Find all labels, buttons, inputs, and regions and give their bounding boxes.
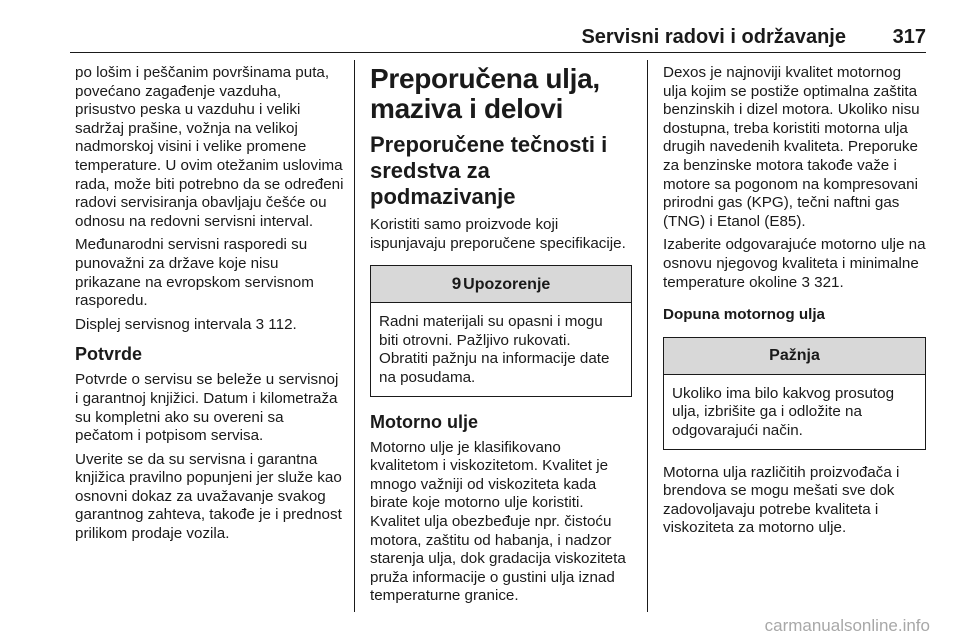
caution-box xyxy=(663,337,926,450)
paragraph: Uverite se da su servisna i garantna knjižica pravilno popunjeni jer služe kao osnovni dokaz za uvažavanje svakog garantnog zahteva, takođe je i prednost prilikom prodaje vozila. xyxy=(75,450,342,543)
paragraph: Koristiti samo proizvode koji ispunjavaju preporučene specifikacije. xyxy=(370,216,626,252)
column-left xyxy=(75,64,345,549)
warning-triangle-icon: 9 xyxy=(451,274,462,294)
caution-box-header: Pažnja xyxy=(664,338,925,375)
warning-text: Radni materijali su opasni i mogu biti otrovni. Pažljivo rukovati. Obratiti pažnju na informacije date na posudama. xyxy=(379,313,610,386)
watermark: carmanualsonline.info xyxy=(764,616,930,635)
column-divider xyxy=(354,60,355,612)
paragraph: Displej servisnog intervala 3 112. xyxy=(75,315,297,333)
column-divider xyxy=(647,60,648,612)
paragraph: po lošim i peščanim površinama puta, povećano zagađenje vazduha, prisustvo peska u vazduhu i veliki sadržaj prašine, vožnja na velikoj nadmorskoj visini i velike promene temperature. U ovim otežanim uslovima rada, može biti potrebno da se određeni radovi servisiranja obavljaju češće ou odnosu na redovni servisni interval. xyxy=(75,64,344,230)
warning-box-header xyxy=(371,266,631,303)
paragraph: Motorno ulje je klasifikovano kvalitetom i viskozitetom. Kvalitet je mnogo važniji od viskoziteta kada birate koje motorno ulje koristiti. Kvalitet ulja obezbeđuje npr. čistoću motora, zaštitu od habanja, i nadzor starenja ulja, dok gradacija viskoziteta pruža informacije o gustini ulja iznad temperaturne granice. xyxy=(370,438,626,605)
paragraph: Potvrde o servisu se beleže u servisnoj i garantnoj knjižici. Datum i kilometraža su kompletni ako su overeni sa pečatom i potpisom servisa. xyxy=(75,371,339,445)
column-middle xyxy=(370,64,632,611)
page-title: Servisni radovi i održavanje xyxy=(581,26,846,48)
paragraph: Izaberite odgovarajuće motorno ulje na osnovu njegovog kvaliteta i minimalne temperature okoline 3 321. xyxy=(663,236,926,291)
paragraph: Dexos je najnoviji kvalitet motornog ulja kojim se postiže optimalna zaštita benzinskih i dizel motora. Ukoliko nisu dostupna, treba koristiti motorna ulja drugih navedenih kvaliteta. Preporuke za benzinske motora takođe važe i motore sa pogonom na kompresovani prirodni gas (KPG), tečni naftni gas (TNG) i Etanol (E85). xyxy=(663,64,920,230)
page-number: 317 xyxy=(892,26,926,48)
warning-box xyxy=(370,265,632,396)
subsection-heading-motorno-ulje: Motorno ulje xyxy=(370,411,478,432)
chapter-heading: Preporučena ulja, maziva i delovi xyxy=(370,63,600,124)
caution-text: Ukoliko ima bilo kakvog prosutog ulja, izbrišite ga i odložite na odgovarajući način. xyxy=(672,384,895,439)
page-header xyxy=(70,26,926,53)
paragraph: Međunarodni servisni rasporedi su punovažni za države koje nisu prikazane na evropskom servisnom rasporedu. xyxy=(75,236,314,310)
warning-title: Upozorenje xyxy=(463,276,551,294)
paragraph: Motorna ulja različitih proizvođača i brendova se mogu mešati sve dok zadovoljavaju potrebe kvaliteta i viskoziteta za motorno ulje. xyxy=(663,463,900,537)
section-heading-potvrde: Potvrde xyxy=(75,344,143,365)
column-right xyxy=(663,64,926,543)
section-heading: Preporučene tečnosti i sredstva za podmazivanje xyxy=(370,132,608,209)
subsection-heading-dopuna: Dopuna motornog ulja xyxy=(663,306,825,324)
